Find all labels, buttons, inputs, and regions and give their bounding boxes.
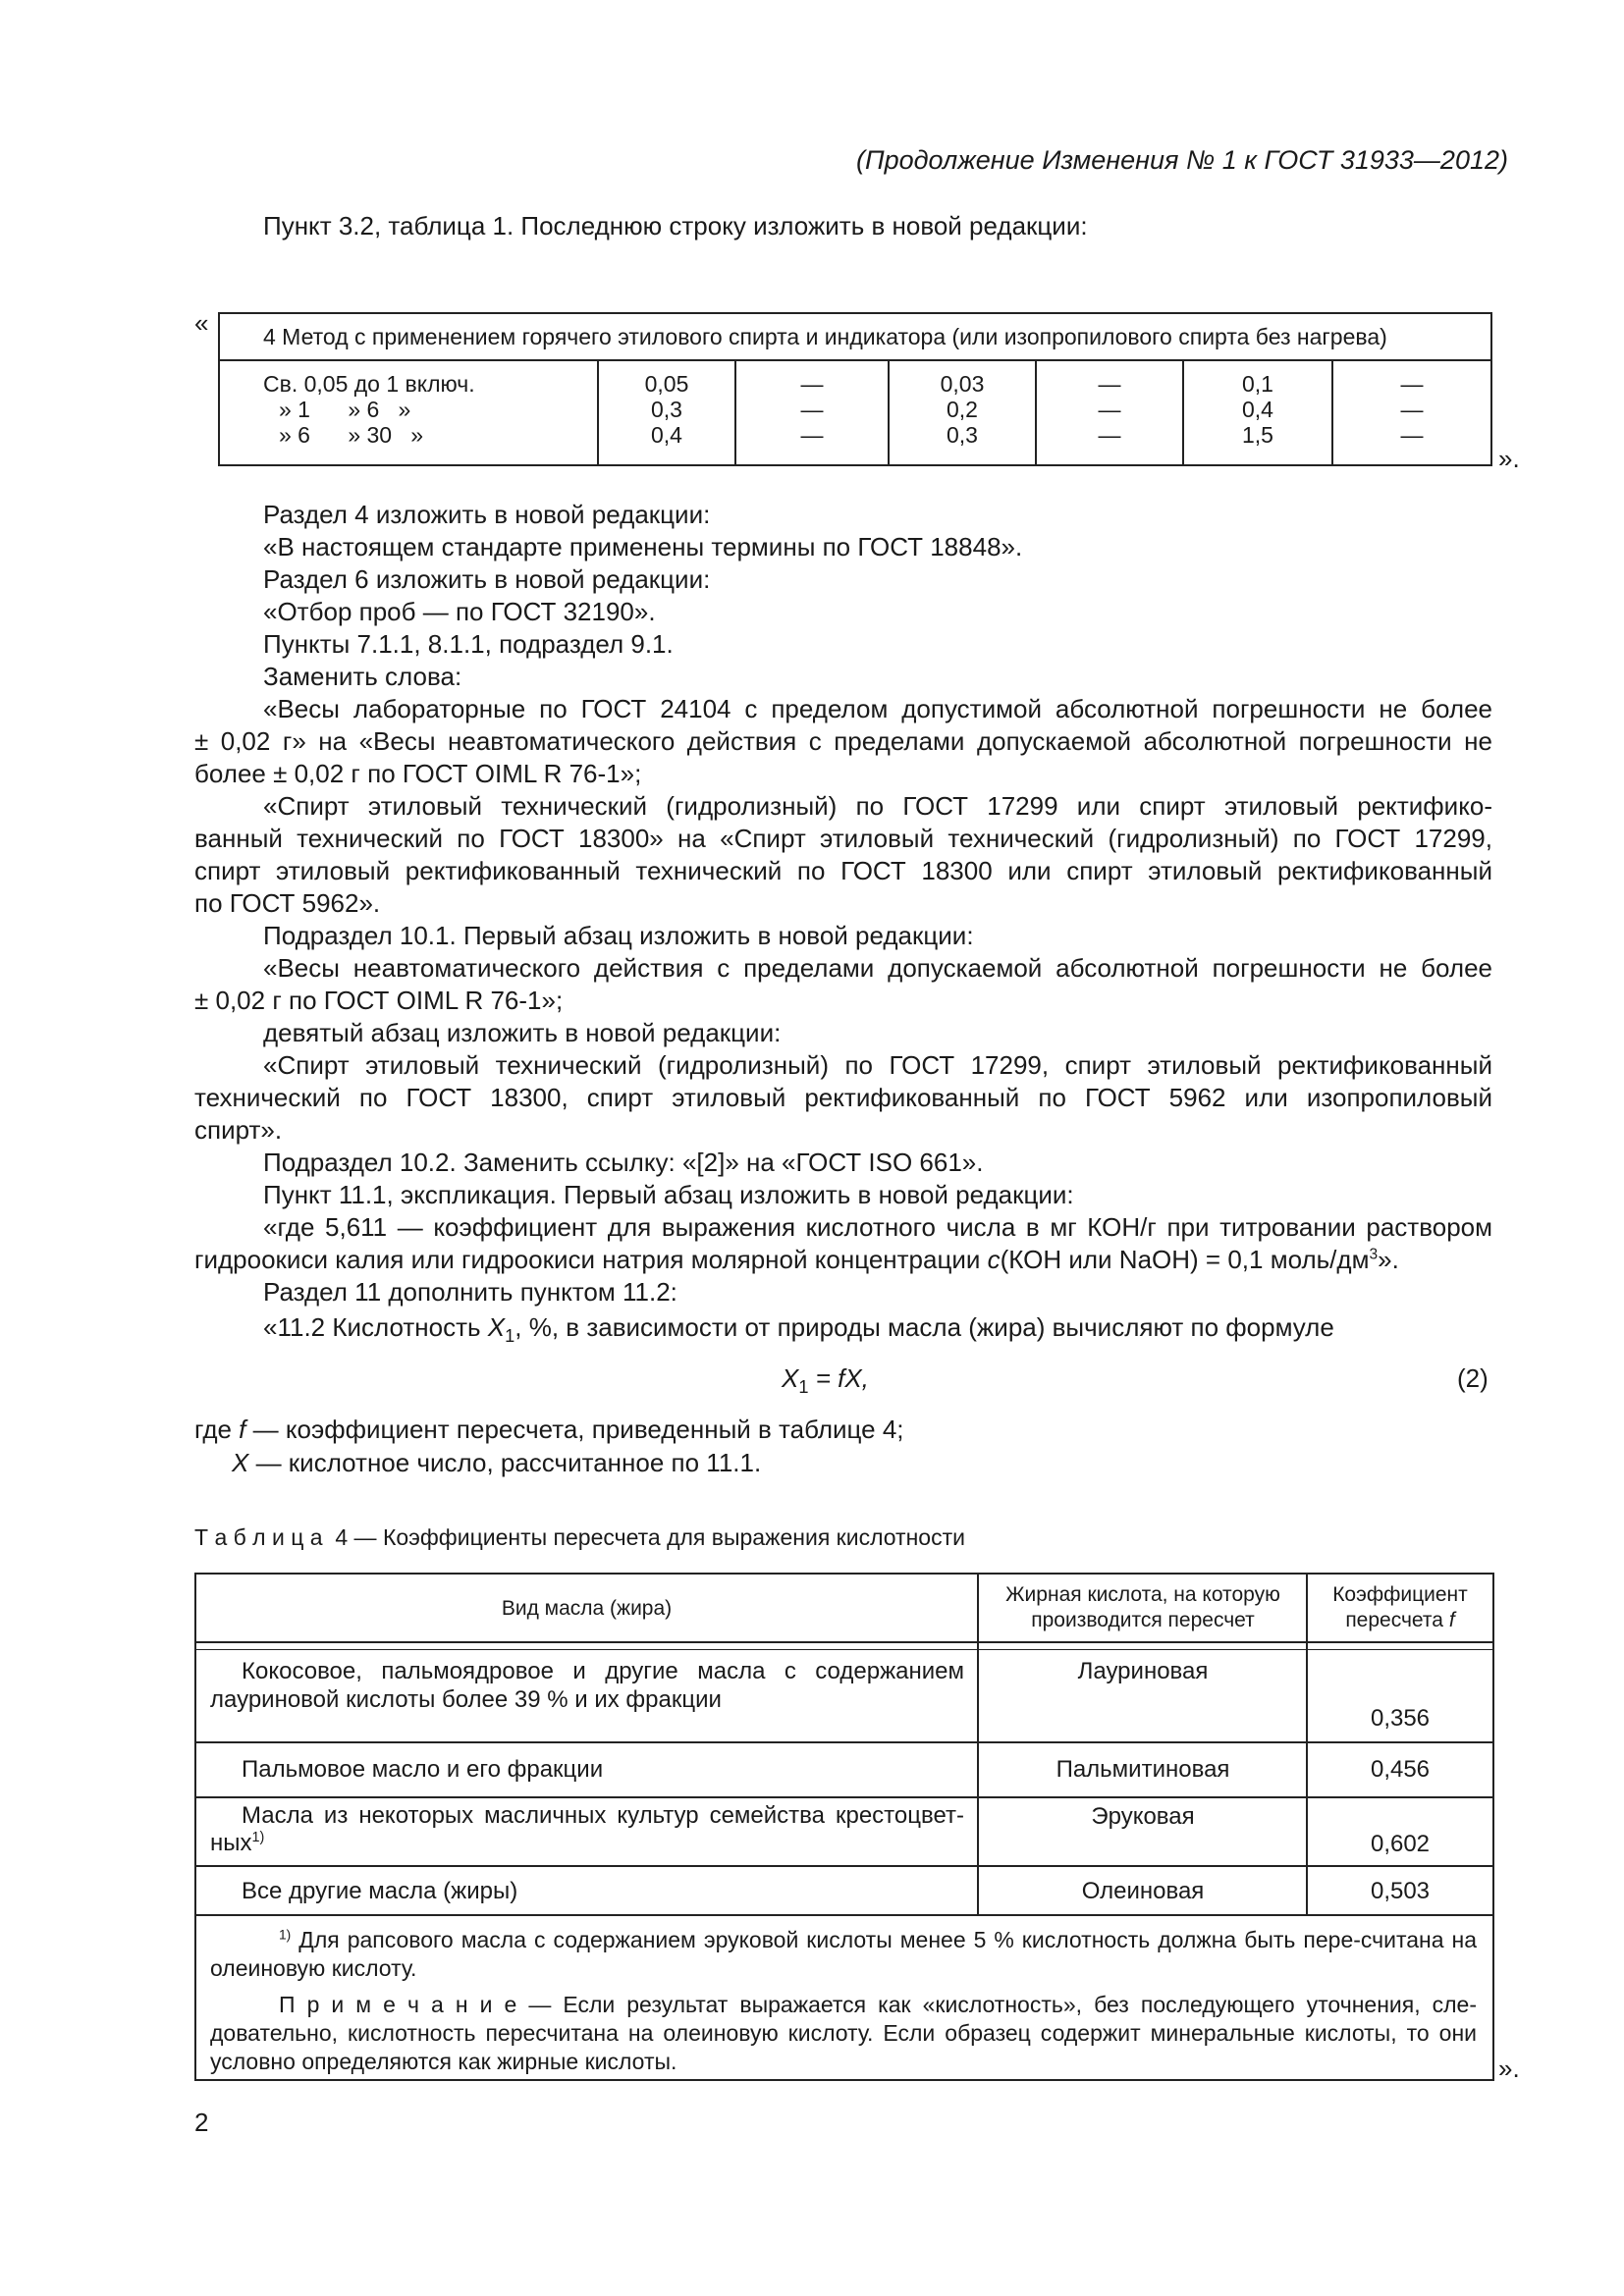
- table1-cell: —: [1400, 422, 1424, 448]
- table1-range-3: » 6 » 30 »: [279, 422, 424, 448]
- explication: X — кислотное число, рассчитанное по 11.1.: [232, 1448, 762, 1477]
- table1-cell: 0,1: [1242, 371, 1273, 397]
- paragraph: по ГОСТ 5962».: [194, 888, 381, 918]
- table1-cell: 0,4: [651, 422, 682, 448]
- table4-row-coef: 0,356: [1370, 1705, 1431, 1732]
- table1-cell: 1,5: [1242, 422, 1273, 448]
- table4-note: П р и м е ч а н и е — Если результат выражается как «кислотность», без последующего уточнения, сле-довательно, кислотность пересчитана на олеиновую кислоту. Если образец содержит минеральные кислоты, то они условно определяются как жирные кислоты.: [210, 1992, 1478, 2074]
- paragraph: Подраздел 10.2. Заменить ссылку: «[2]» на «ГОСТ ISO 661».: [263, 1148, 984, 1177]
- table1-fragment: [218, 312, 1492, 466]
- paragraph: «Отбор проб — по ГОСТ 32190».: [263, 597, 656, 626]
- paragraph: Пункты 7.1.1, 8.1.1, подраздел 9.1.: [263, 629, 674, 659]
- table4-caption: Т а б л и ц а 4 — Коэффициенты пересчета для выражения кислотности: [194, 1524, 965, 1550]
- table1-cell: —: [1098, 371, 1121, 397]
- table4-row-oil: Кокосовое, пальмоядровое и другие масла с содержанием лауриновой кислоты более 39 % и их фракции: [210, 1658, 964, 1713]
- page-number: 2: [194, 2108, 209, 2137]
- paragraph: «В настоящем стандарте применены термины по ГОСТ 18848».: [263, 532, 1023, 561]
- paragraph: «Весы неавтоматического действия с пределами допускаемой абсолютной погрешности не более: [263, 953, 1492, 983]
- paragraph: ± 0,02 г» на «Весы неавтоматического действия с пределами допускаемой абсолютной погрешности не: [194, 726, 1492, 756]
- table4-footnote: $^{1)}$ Для рапсового масла с содержанием эруковой кислоты менее 5 % кислотность должна быть пере-считана на олеиновую кислоту.: [210, 1927, 1477, 1981]
- paragraph: Заменить слова:: [263, 662, 462, 691]
- table1-range-1: Св. 0,05 до 1 включ.: [263, 371, 475, 397]
- table1-cell: —: [1098, 422, 1121, 448]
- paragraph: «Спирт этиловый технический (гидролизный) по ГОСТ 17299 или спирт этиловый ректифико-: [263, 791, 1492, 821]
- table1-cell: —: [1098, 397, 1121, 422]
- table1-cell: 0,2: [947, 397, 978, 422]
- table4-header-acid: Жирная кислота, на которую производится пересчет: [1005, 1583, 1280, 1631]
- table4-header-coef: Коэффициент пересчета f: [1332, 1583, 1468, 1631]
- table1-cell: 0,3: [651, 397, 682, 422]
- paragraph: ± 0,02 г по ГОСТ OIML R 76-1»;: [194, 986, 564, 1015]
- table1-cell: 0,3: [947, 422, 978, 448]
- table1-method-row: 4 Метод с применением горячего этилового спирта и индикатора (или изопропилового спирта без нагрева): [263, 324, 1387, 349]
- quote-open: «: [194, 308, 209, 338]
- paragraph: Раздел 6 изложить в новой редакции:: [263, 564, 711, 594]
- table4-row-oil: Масла из некоторых масличных культур семейства крестоцвет-ных$^{1)}$: [210, 1802, 964, 1856]
- table1-cell: —: [1400, 397, 1424, 422]
- table4-row-coef: 0,602: [1370, 1831, 1431, 1857]
- table1-cell: —: [800, 422, 824, 448]
- paragraph: «Спирт этиловый технический (гидролизный) по ГОСТ 17299, спирт этиловый ректификованный: [263, 1050, 1492, 1080]
- paragraph: девятый абзац изложить в новой редакции:: [263, 1018, 782, 1047]
- table4-row-acid: Эруковая: [1091, 1803, 1195, 1830]
- paragraph: спирт».: [194, 1115, 283, 1145]
- table1-cell: 0,4: [1242, 397, 1273, 422]
- paragraph: ванный технический по ГОСТ 18300» на «Спирт этиловый технический (гидролизный) по ГОСТ 17299,: [194, 824, 1492, 853]
- paragraph: Раздел 4 изложить в новой редакции:: [263, 500, 711, 529]
- table4-header-oil: Вид масла (жира): [501, 1597, 673, 1620]
- quote-close: ».: [1498, 444, 1520, 473]
- paragraph: «11.2 Кислотность $X_1$, %, в зависимости от природы масла (жира) вычисляют по формуле: [263, 1312, 1334, 1347]
- table4-row-oil: Все другие масла (жиры): [242, 1878, 518, 1904]
- table4-row-coef: 0,456: [1370, 1756, 1431, 1783]
- table1-cell: —: [800, 397, 824, 422]
- quote-close: ».: [1498, 2054, 1520, 2083]
- table1-cell: —: [1400, 371, 1424, 397]
- paragraph: Раздел 11 дополнить пунктом 11.2:: [263, 1277, 677, 1307]
- table1-intro: Пункт 3.2, таблица 1. Последнюю строку изложить в новой редакции:: [263, 211, 1088, 240]
- formula-number: (2): [1457, 1363, 1489, 1393]
- table4-row-coef: 0,503: [1370, 1878, 1431, 1904]
- paragraph: гидроокиси калия или гидроокиси натрия молярной концентрации c(КОН или NaOH) = 0,1 моль/$дм^3$».: [194, 1245, 1399, 1274]
- paragraph: «где 5,611 — коэффициент для выражения кислотного числа в мг КОН/г при титровании раствором: [263, 1212, 1492, 1242]
- paragraph: спирт этиловый ректификованный технический по ГОСТ 18300 или спирт этиловый ректификованный: [194, 856, 1492, 885]
- explication: где f — коэффициент пересчета, приведенный в таблице 4;: [194, 1415, 904, 1444]
- paragraph: Пункт 11.1, экспликация. Первый абзац изложить в новой редакции:: [263, 1180, 1074, 1209]
- table1-cell: 0,05: [644, 371, 689, 397]
- formula: $X_1$ = fX,: [782, 1363, 869, 1398]
- table4-row-oil: Пальмовое масло и его фракции: [242, 1756, 604, 1783]
- table4: [194, 1573, 1494, 2081]
- paragraph: «Весы лабораторные по ГОСТ 24104 с пределом допустимой абсолютной погрешности не более: [263, 694, 1492, 723]
- running-header: (Продолжение Изменения № 1 к ГОСТ 31933—2012): [856, 145, 1508, 175]
- table1-cell: 0,03: [940, 371, 985, 397]
- paragraph: Подраздел 10.1. Первый абзац изложить в новой редакции:: [263, 921, 974, 950]
- paragraph: более ± 0,02 г по ГОСТ OIML R 76-1»;: [194, 759, 642, 788]
- table4-row-acid: Пальмитиновая: [1056, 1756, 1230, 1783]
- table1-range-2: » 1 » 6 »: [279, 397, 411, 422]
- table1-cell: —: [800, 371, 824, 397]
- paragraph: технический по ГОСТ 18300, спирт этиловый ректификованный по ГОСТ 5962 или изопропиловый: [194, 1083, 1492, 1112]
- table4-row-acid: Лауриновая: [1077, 1658, 1209, 1684]
- table4-row-acid: Олеиновая: [1081, 1878, 1205, 1904]
